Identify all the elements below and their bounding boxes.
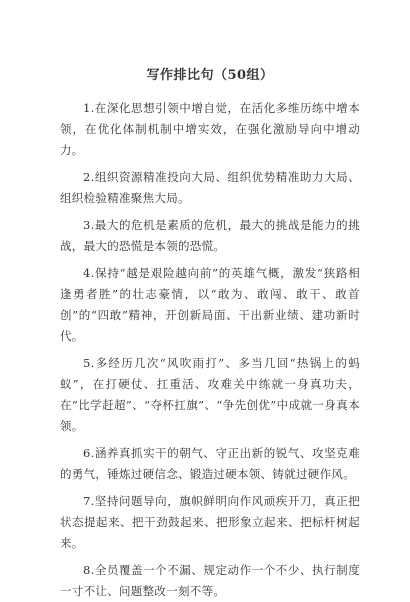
- paragraph-6: 6.涵养真抓实干的朝气、守正出新的锐气、攻坚克难的勇气，锤炼过硬信念、锻造过硬本领、铸就过硬作风。: [60, 446, 360, 481]
- document-title: 写作排比句（50组）: [146, 68, 274, 83]
- paragraph-4: 4.保持“越是艰险越向前”的英雄气概，激发“狭路相逢勇者胜”的壮志豪情，以“敢为、敢闯、敢干、敢首创”的“四敢”精神，开创新局面、干出新业绩、建功新时代。: [60, 266, 360, 343]
- paragraph-2: 2.组织资源精准投向大局、组织优势精准助力大局、组织检验精准聚焦大局。: [60, 170, 360, 205]
- paragraph-1: 1.在深化思想引领中增自觉，在活化多维历练中增本领，在优化体制机制中增实效，在强化激励导向中增动力。: [60, 101, 360, 157]
- paragraph-7: 7.坚持问题导向，旗帜鲜明向作风顽疾开刀，真正把状态提起来、把干劲鼓起来、把形象立起来、把标杆树起来。: [60, 494, 360, 550]
- paragraph-3: 3.最大的危机是素质的危机，最大的挑战是能力的挑战，最大的恐慌是本领的恐慌。: [60, 218, 360, 253]
- paragraph-8: 8.全员覆盖一个不漏、规定动作一个不少、执行制度一寸不让、问题整改一刻不等。: [60, 563, 360, 598]
- paragraph-5: 5.多经历几次“风吹雨打”、多当几回“热锅上的蚂蚁”，在打硬仗、扛重活、攻难关中练就一身真功夫，在“比学赶超”、“夺杯扛旗”、“争先创优”中成就一身真本领。: [60, 356, 360, 433]
